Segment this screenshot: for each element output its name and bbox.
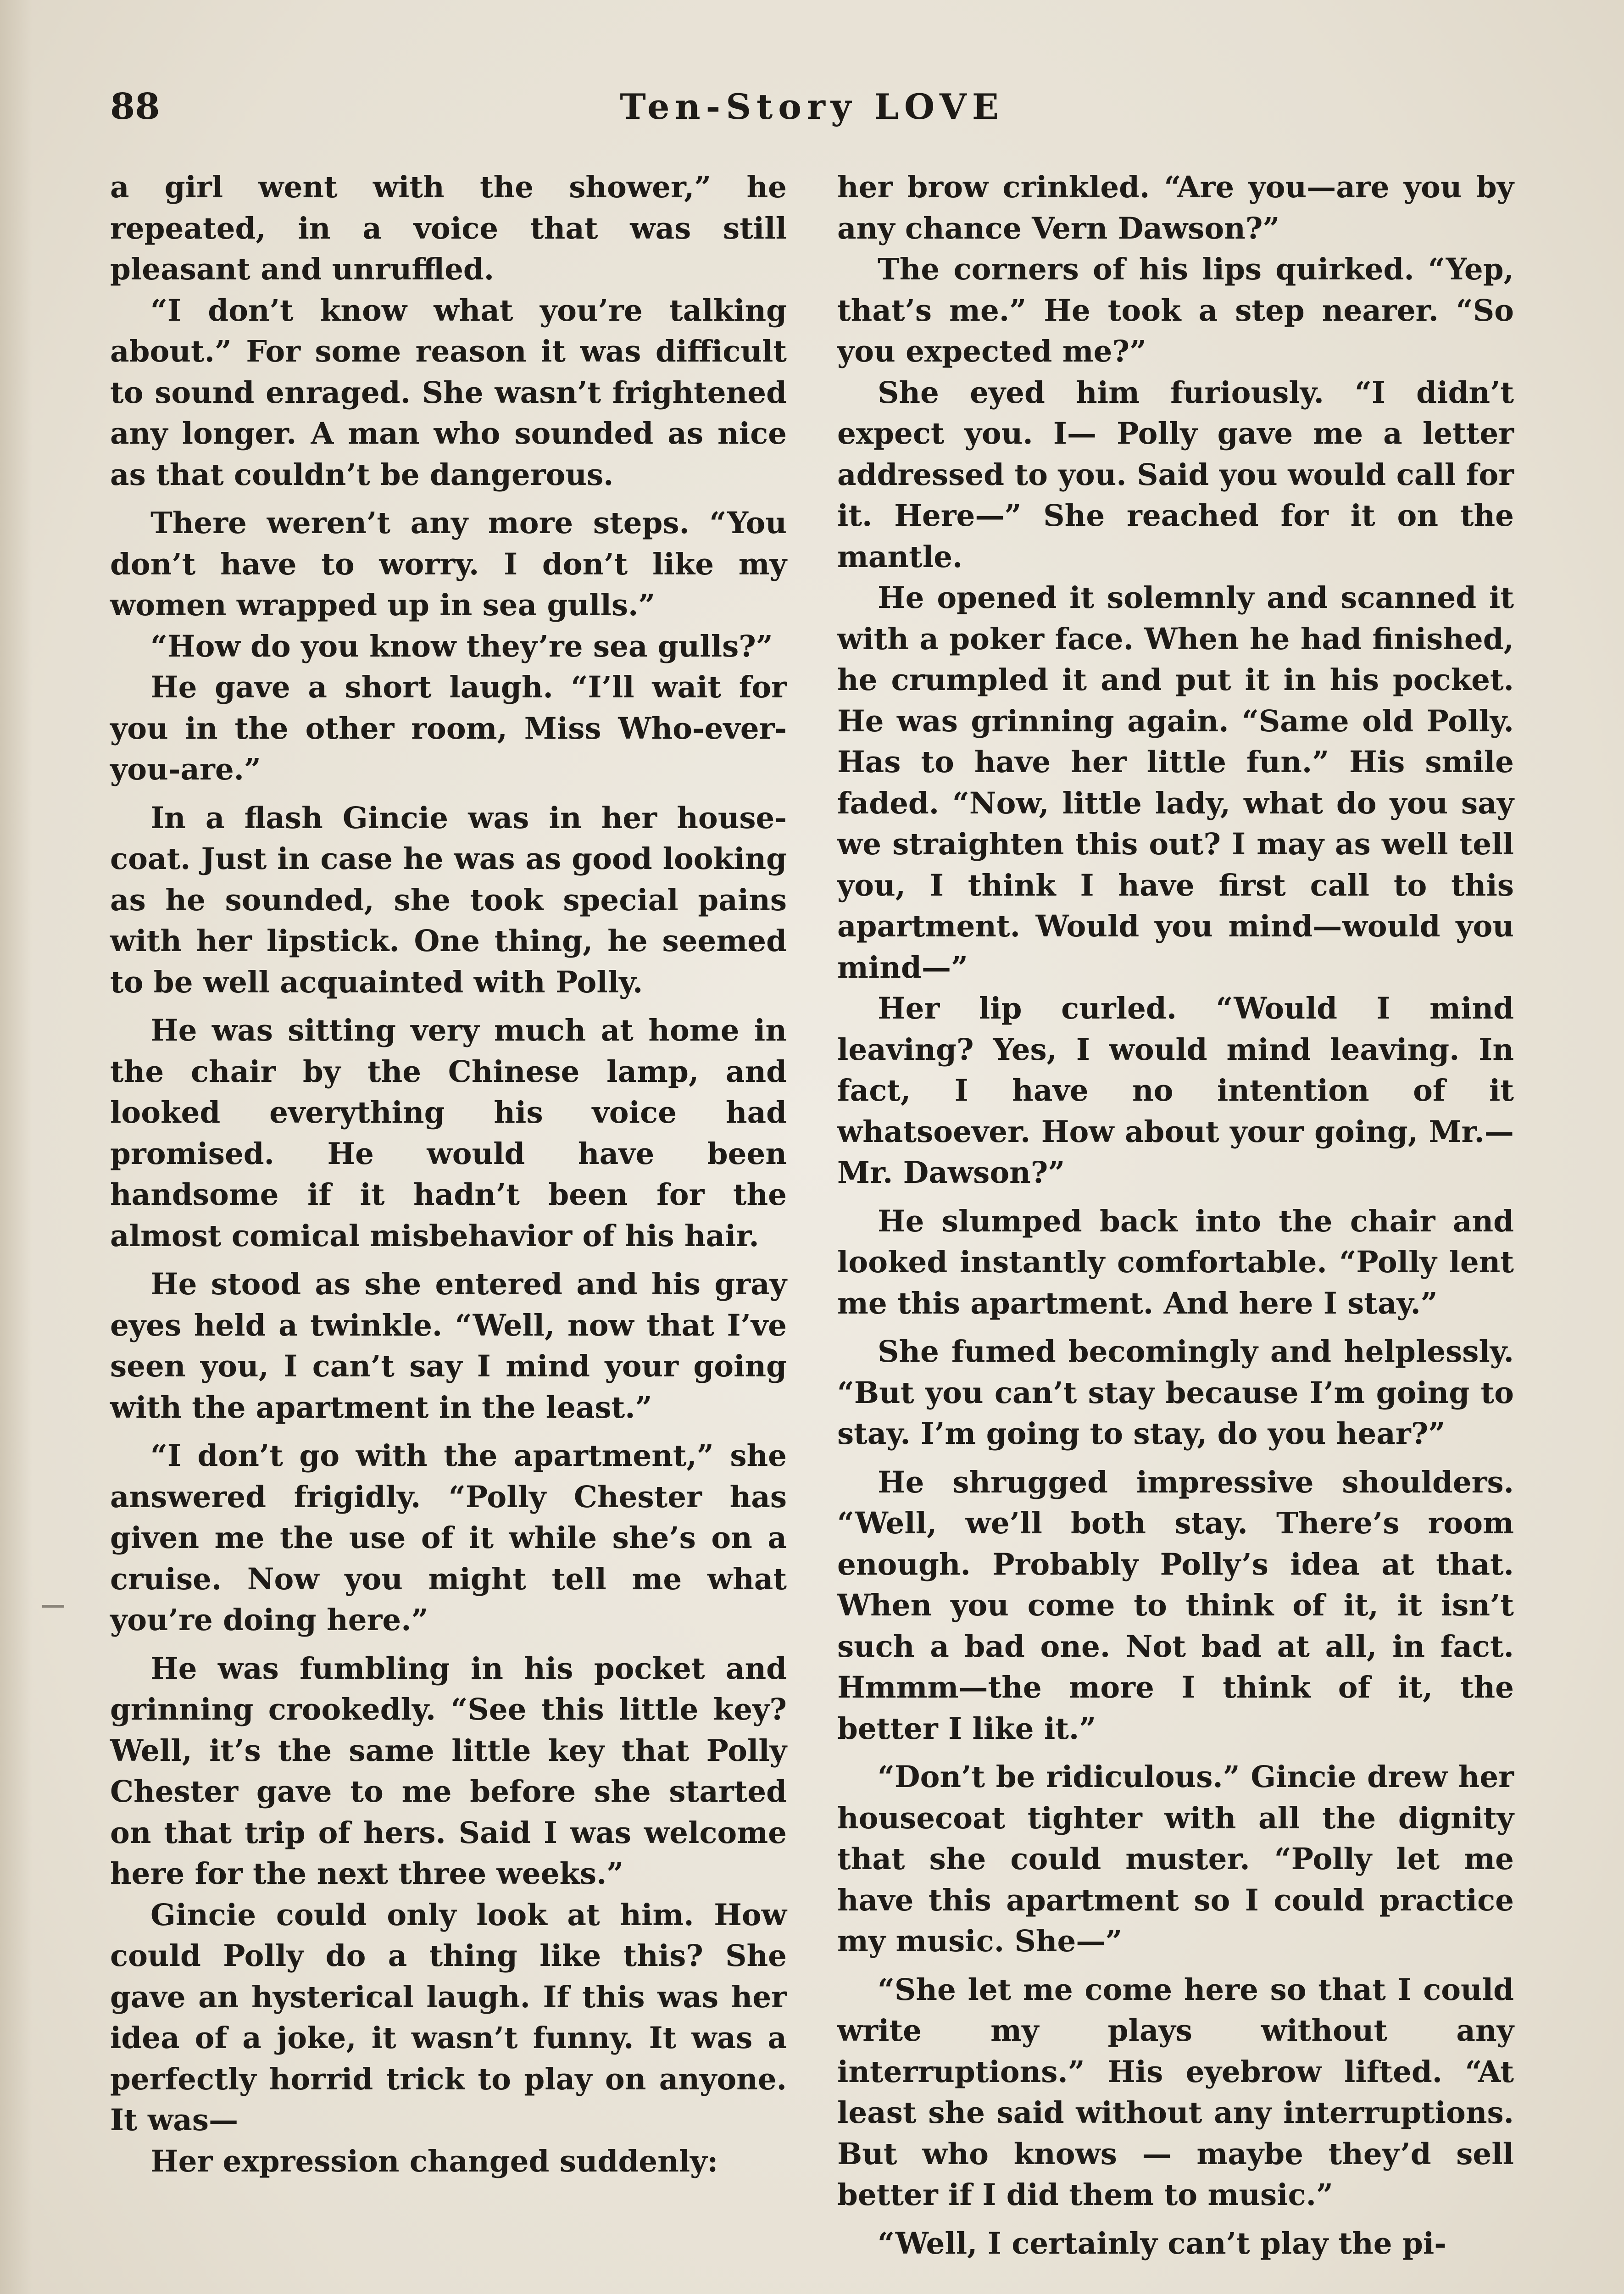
paragraph: “She let me come here so that I could write my plays without any interruptions.” His eyebrow lifted. “At least she said without any interruptions. But who knows — maybe they’d sell better if I did them to music.” [837, 1972, 1514, 2212]
paragraph: He was sitting very much at home in the chair by the Chinese lamp, and looked everything his voice had promised. He would have been handsome if it hadn’t been for the almost comical misbehavior of his hair. [110, 1013, 787, 1253]
paragraph: Her expression changed suddenly: [150, 2144, 718, 2179]
page-header [110, 82, 1514, 132]
paragraph: a girl went with the shower,” he repeated, in a voice that was still pleasant and unruffled. [110, 170, 787, 287]
paragraph: “I don’t go with the apartment,” she answered frigidly. “Polly Chester has given me the use of it while she’s on a cruise. Now you might tell me what you’re doing here.” [110, 1439, 787, 1637]
paragraph: He shrugged impressive shoulders. “Well, we’ll both stay. There’s room enough. Probably Polly’s idea at that. When you come to think of it, it isn’t such a bad one. Not bad at all, in fact. Hmmm—the more I think of it, the better I like it.” [837, 1465, 1514, 1746]
page-spine-shadow [0, 0, 32, 2294]
paragraph: “How do you know they’re sea gulls?” [150, 629, 773, 664]
paragraph: He was fumbling in his pocket and grinning crookedly. “See this little key? Well, it’s the same little key that Polly Chester gave to me before she started on that trip of hers. Said I was welcome here for the next three weeks.” [110, 1651, 787, 1891]
paragraph: He opened it solemnly and scanned it with a poker face. When he had finished, he crumpled it and put it in his pocket. He was grinning again. “Same old Polly. Has to have her little fun.” His smile faded. “Now, little lady, what do you say we straighten this out? I may as well tell you, I think I have first call to this apartment. Would you mind—would you mind—” [837, 581, 1514, 985]
paragraph: In a flash Gincie was in her house-coat. Just in case he was as good looking as he sounded, she took special pains with her lipstick. One thing, he seemed to be well acquainted with Polly. [110, 801, 787, 1000]
paragraph: He gave a short laugh. “I’ll wait for you in the other room, Miss Who-ever-you-are.” [110, 670, 787, 787]
magazine-title: Ten-Story LOVE [620, 86, 1004, 127]
paragraph: “Well, I certainly can’t play the pi- [878, 2226, 1446, 2261]
paragraph: The corners of his lips quirked. “Yep, that’s me.” He took a step nearer. “So you expected me?” [837, 252, 1514, 369]
paragraph: She fumed becomingly and helplessly. “But you can’t stay because I’m going to stay. I’m going to stay, do you hear?” [837, 1335, 1514, 1451]
paragraph: her brow crinkled. “Are you—are you by any chance Vern Dawson?” [837, 170, 1514, 246]
left-text-column [110, 167, 787, 2182]
paragraph: There weren’t any more steps. “You don’t have to worry. I don’t like my women wrapped up in sea gulls.” [110, 506, 787, 623]
paragraph: He stood as she entered and his gray eyes held a twinkle. “Well, now that I’ve seen you, I can’t say I mind your going with the apartment in the least.” [110, 1267, 787, 1425]
paragraph: Her lip curled. “Would I mind leaving? Yes, I would mind leaving. In fact, I have no intention of it whatsoever. How about your going, Mr.— Mr. Dawson?” [837, 991, 1514, 1190]
paragraph: “Don’t be ridiculous.” Gincie drew her housecoat tighter with all the dignity that she could muster. “Polly let me have this apartment so I could practice my music. She—” [837, 1760, 1514, 1959]
paragraph: He slumped back into the chair and looked instantly comfortable. “Polly lent me this apartment. And here I stay.” [837, 1204, 1514, 1321]
paragraph: “I don’t know what you’re talking about.” For some reason it was difficult to sound enraged. She wasn’t frightened any longer. A man who sounded as nice as that couldn’t be dangerous. [110, 293, 787, 492]
page-number: 88 [110, 86, 160, 128]
right-text-column [837, 167, 1514, 2264]
paragraph: Gincie could only look at him. How could Polly do a thing like this? She gave an hysterical laugh. If this was her idea of a joke, it wasn’t funny. It was a perfectly horrid trick to play on anyone. It was— [110, 1898, 787, 2138]
paragraph: She eyed him furiously. “I didn’t expect you. I— Polly gave me a letter addressed to you. Said you would call for it. Here—” She reached for it on the mantle. [837, 375, 1514, 574]
margin-mark [42, 1605, 64, 1608]
